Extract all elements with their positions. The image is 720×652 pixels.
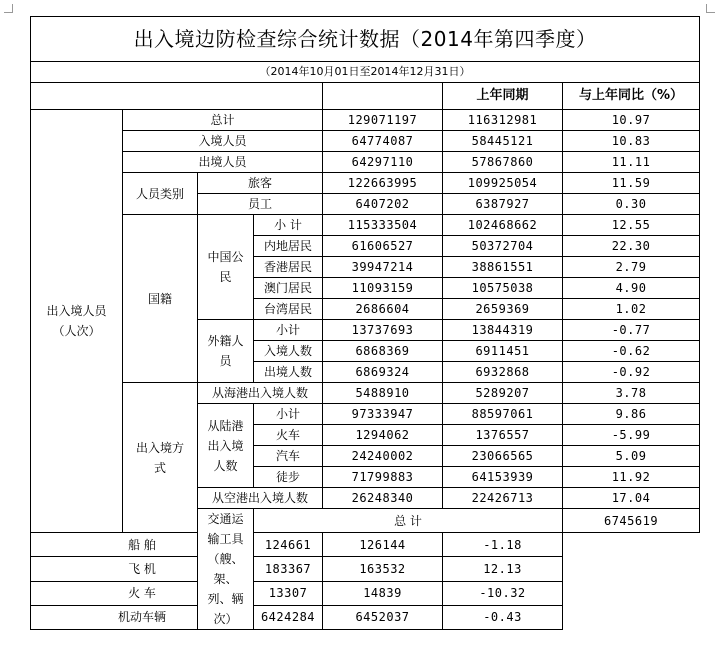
row-label: 总 计 [254,509,563,533]
value-prev: 2659369 [443,299,563,320]
row-label: 船 舶 [31,533,254,557]
row-label: 入境人员 [123,131,323,152]
row-label: 澳门居民 [254,278,323,299]
row-label: 从空港出入境人数 [198,488,323,509]
value-prev: 64153939 [443,467,563,488]
value-yoy: 11.59 [563,173,700,194]
value-current: 183367 [254,557,323,581]
value-current: 124661 [254,533,323,557]
value-prev: 13844319 [443,320,563,341]
row-label: 香港居民 [254,257,323,278]
value-current: 64774087 [323,131,443,152]
row-label: 飞 机 [31,557,254,581]
value-prev: 50372704 [443,236,563,257]
row-label: 出境人数 [254,362,323,383]
value-current: 122663995 [323,173,443,194]
value-current: 13307 [254,581,323,605]
value-yoy: 11.92 [563,467,700,488]
row-label: 总计 [123,110,323,131]
value-prev: 38861551 [443,257,563,278]
table-row [31,173,700,194]
row-label: 小计 [254,320,323,341]
value-current: 24240002 [323,446,443,467]
row-label: 小 计 [254,215,323,236]
value-current: 6745619 [563,509,700,533]
value-prev: 6932868 [443,362,563,383]
row-label: 机动车辆 [31,605,254,629]
row-label: 火 车 [31,581,254,605]
value-yoy: 12.55 [563,215,700,236]
row-label: 旅客 [198,173,323,194]
value-yoy: 10.97 [563,110,700,131]
value-yoy: 22.30 [563,236,700,257]
value-current: 6868369 [323,341,443,362]
table-row [31,131,700,152]
value-yoy: 1.02 [563,299,700,320]
table-row [31,557,700,581]
value-yoy: -0.92 [563,362,700,383]
header-blank [31,83,323,110]
value-yoy: -1.18 [443,533,563,557]
value-current: 26248340 [323,488,443,509]
value-prev: 58445121 [443,131,563,152]
vehicles-group-label: 交通运输工具（艘、架、列、辆次） [198,509,254,630]
value-yoy: 5.09 [563,446,700,467]
value-yoy: 0.30 [563,194,700,215]
value-prev: 126144 [323,533,443,557]
row-label: 入境人数 [254,341,323,362]
value-prev: 6911451 [443,341,563,362]
value-prev: 102468662 [443,215,563,236]
value-prev: 14839 [323,581,443,605]
value-prev: 163532 [323,557,443,581]
date-range: （2014年10月01日至2014年12月31日） [31,62,700,83]
value-current: 6407202 [323,194,443,215]
value-current: 64297110 [323,152,443,173]
value-yoy: -5.99 [563,425,700,446]
table-row [31,533,700,557]
row-label: 火车 [254,425,323,446]
header-prev: 上年同期 [443,83,563,110]
row-label: 内地居民 [254,236,323,257]
value-yoy: 10.83 [563,131,700,152]
foreign-national-label: 外籍人员 [198,320,254,383]
value-current: 6424284 [254,605,323,629]
statistics-sheet [30,16,700,630]
row-label: 员工 [198,194,323,215]
value-yoy: 12.13 [443,557,563,581]
chinese-citizen-label: 中国公民 [198,215,254,320]
mode-label: 出入境方式 [123,383,198,533]
row-label: 出境人员 [123,152,323,173]
page-corner-mark [706,4,715,13]
value-yoy: 2.79 [563,257,700,278]
value-yoy: 3.78 [563,383,700,404]
value-current: 5488910 [323,383,443,404]
persons-group-label: 出入境人员（人次） [31,110,123,533]
row-label: 台湾居民 [254,299,323,320]
value-current: 2686604 [323,299,443,320]
statistics-table [30,16,700,630]
value-current: 61606527 [323,236,443,257]
value-current: 1294062 [323,425,443,446]
value-yoy: 4.90 [563,278,700,299]
page-corner-mark [4,4,13,13]
value-yoy: -0.43 [443,605,563,629]
value-yoy: 11.11 [563,152,700,173]
value-prev: 6387927 [443,194,563,215]
value-yoy: -0.77 [563,320,700,341]
value-current: 6869324 [323,362,443,383]
value-prev: 88597061 [443,404,563,425]
value-current: 11093159 [323,278,443,299]
value-current: 115333504 [323,215,443,236]
value-prev: 116312981 [443,110,563,131]
value-current: 129071197 [323,110,443,131]
table-row [31,605,700,629]
header-current [323,83,443,110]
value-yoy: -10.32 [443,581,563,605]
table-row [31,152,700,173]
nationality-label: 国籍 [123,215,198,383]
table-row [31,383,700,404]
value-prev: 22426713 [443,488,563,509]
value-prev: 5289207 [443,383,563,404]
value-current: 13737693 [323,320,443,341]
value-current: 71799883 [323,467,443,488]
row-label: 徒步 [254,467,323,488]
table-row [31,581,700,605]
value-prev: 10575038 [443,278,563,299]
value-prev: 109925054 [443,173,563,194]
value-current: 39947214 [323,257,443,278]
value-current: 97333947 [323,404,443,425]
category-label: 人员类别 [123,173,198,215]
value-yoy: 9.86 [563,404,700,425]
value-prev: 6452037 [323,605,443,629]
row-label: 小计 [254,404,323,425]
row-label: 从海港出入境人数 [198,383,323,404]
land-port-label: 从陆港出入境人数 [198,404,254,488]
value-prev: 57867860 [443,152,563,173]
table-row [31,110,700,131]
row-label: 汽车 [254,446,323,467]
value-prev: 23066565 [443,446,563,467]
value-prev: 1376557 [443,425,563,446]
table-row [31,215,700,236]
header-yoy: 与上年同比（%） [563,83,700,110]
value-yoy: -0.62 [563,341,700,362]
value-yoy: 17.04 [563,488,700,509]
table-title: 出入境边防检查综合统计数据（2014年第四季度） [31,17,700,62]
